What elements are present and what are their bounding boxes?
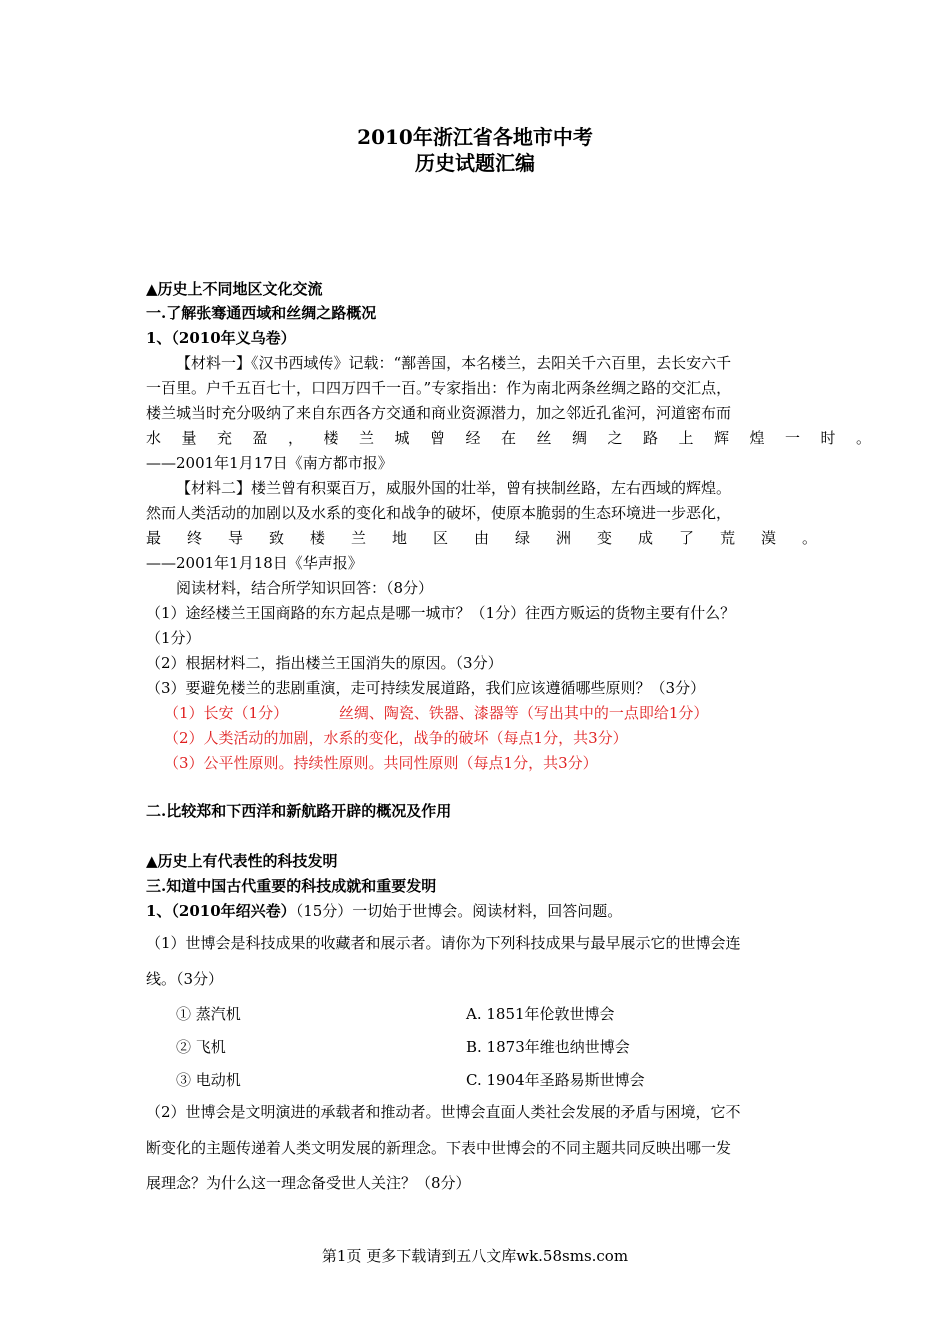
document-title-line1: 2010年浙江省各地市中考 xyxy=(357,125,593,149)
match-left-item: ② 飞机 xyxy=(176,1038,226,1056)
section3-subheading: 三.知道中国古代重要的科技成就和重要发明 xyxy=(146,877,437,895)
material2-line-justified xyxy=(146,527,844,549)
material1-source: ——2001年1月17日《南方都市报》 xyxy=(146,454,393,472)
q1-line: 线。（3分） xyxy=(146,970,224,988)
page-footer: 第1页 更多下载请到五八文库wk.58sms.com xyxy=(321,1247,629,1265)
document-title-line2: 历史试题汇编 xyxy=(415,151,535,175)
material2-source: ——2001年1月18日《华声报》 xyxy=(146,554,363,572)
section3-heading: ▲历史上有代表性的科技发明 xyxy=(146,852,338,870)
material1-line: 【材料一】《汉书西域传》记载：“鄯善国，本名楼兰，去阳关千六百里，去长安六千 xyxy=(176,354,732,372)
match-right-item: C. 1904年圣路易斯世博会 xyxy=(466,1071,645,1089)
section3-question xyxy=(146,900,810,922)
question-3: （3）要避免楼兰的悲剧重演，走可持续发展道路，我们应该遵循哪些原则？（3分） xyxy=(146,679,706,697)
match-right-item: B. 1873年维也纳世博会 xyxy=(466,1038,630,1056)
match-left-item: ① 蒸汽机 xyxy=(176,1005,241,1023)
material1-line: 楼兰城当时充分吸纳了来自东西各方交通和商业资源潜力，加之邻近孔雀河，河道密布而 xyxy=(146,404,732,422)
section1-instruction: 阅读材料，结合所学知识回答：（8分） xyxy=(176,579,434,597)
question-2: （2）根据材料二，指出楼兰王国消失的原因。（3分） xyxy=(146,654,503,672)
answer-1 xyxy=(164,702,828,724)
question-1: （1）途经楼兰王国商路的东方起点是哪一城市？（1分）往西方贩运的货物主要有什么？ xyxy=(146,604,736,622)
section3-question-label: 1、（2010年绍兴卷） xyxy=(146,902,296,920)
material2-justified-text: 最终导致楼兰地区由绿洲变成了荒漠。 xyxy=(146,529,844,547)
match-left-item: ③ 电动机 xyxy=(176,1071,241,1089)
answer-2: （2）人类活动的加剧，水系的变化，战争的破坏（每点1分，共3分） xyxy=(164,729,628,747)
material2-line: 然而人类活动的加剧以及水系的变化和战争的破坏，使原本脆弱的生态环境进一步恶化， xyxy=(146,504,732,522)
section1-subheading: 一.了解张骞通西域和丝绸之路概况 xyxy=(146,304,377,322)
q1-line: （1）世博会是科技成果的收藏者和展示者。请你为下列科技成果与最早展示它的世博会连 xyxy=(146,934,741,952)
material1-line: 一百里。户千五百七十，口四万四千一百。”专家指出：作为南北两条丝绸之路的交汇点， xyxy=(146,379,732,397)
question-1-cont: （1分） xyxy=(146,629,201,647)
section3-question-intro: （15分）一切始于世博会。阅读材料，回答问题。 xyxy=(295,902,623,920)
answer-1-part2: 丝绸、陶瓷、铁器、漆器等（写出其中的一点即给1分） xyxy=(338,704,709,722)
q2-line: （2）世博会是文明演进的承载者和推动者。世博会直面人类社会发展的矛盾与困境，它不 xyxy=(146,1103,741,1121)
section1-question-label: 1、（2010年义乌卷） xyxy=(146,329,296,347)
material1-line-justified xyxy=(146,427,892,449)
q2-line: 断变化的主题传递着人类文明发展的新理念。下表中世博会的不同主题共同反映出哪一发 xyxy=(146,1139,732,1157)
section2-subheading: 二.比较郑和下西洋和新航路开辟的概况及作用 xyxy=(146,802,452,820)
answer-1-part1: （1）长安（1分） xyxy=(164,704,289,722)
section1-heading: ▲历史上不同地区文化交流 xyxy=(146,280,323,298)
material2-line: 【材料二】楼兰曾有积粟百万，威服外国的壮举，曾有挟制丝路，左右西域的辉煌。 xyxy=(176,479,732,497)
material1-justified-text: 水量充盈，楼兰城曾经在丝绸之路上辉煌一时。 xyxy=(146,429,892,447)
q2-line: 展理念？为什么这一理念备受世人关注？（8分） xyxy=(146,1174,471,1192)
match-right-item: A. 1851年伦敦世博会 xyxy=(466,1005,615,1023)
answer-3: （3）公平性原则。持续性原则。共同性原则（每点1分，共3分） xyxy=(164,754,598,772)
